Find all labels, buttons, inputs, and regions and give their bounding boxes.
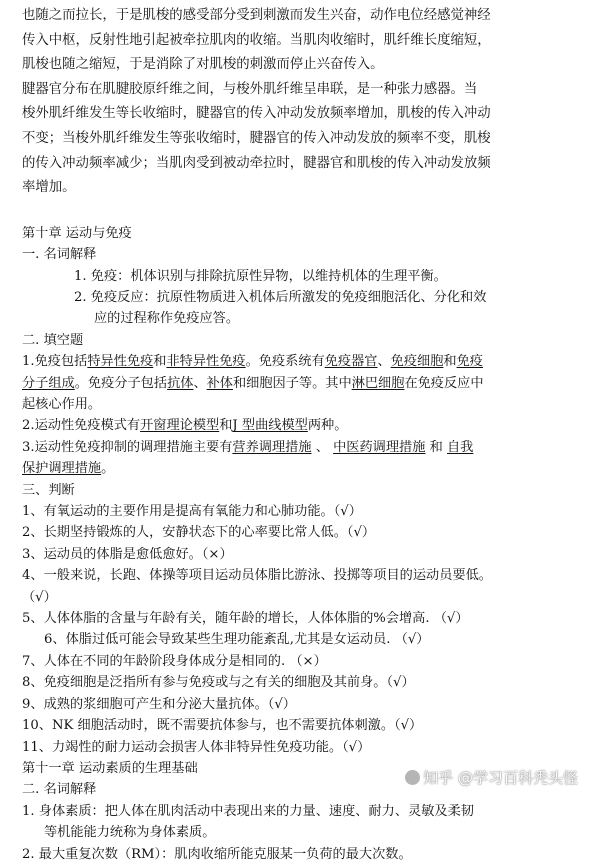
- definition-item-continued: 应的过程称作免疫应答。: [94, 311, 240, 327]
- watermark: 知乎 @学习百科秃头怪: [405, 767, 578, 788]
- judgment-item: 5、人体体脂的含量与年龄有关，随年龄的增长，人体体脂的%会增高. （√）: [22, 611, 469, 627]
- definition-item: 1. 身体素质：把人体在肌肉活动中表现出来的力量、速度、耐力、灵敏及柔韧: [22, 803, 474, 819]
- judgment-item: 2、长期坚持锻炼的人，安静状态下的心率要比常人低。（√）: [22, 525, 376, 541]
- intro-paragraph: [22, 4, 582, 201]
- judgment-item-continued: （√）: [22, 589, 57, 605]
- fill-blank-q1-continued: 分子组成。免疫分子包括抗体、补体和细胞因子等。其中淋巴细胞在免疫反应中: [22, 375, 484, 391]
- judgment-item: 7、人体在不同的年龄阶段身体成分是相同的. （×）: [22, 653, 327, 669]
- fill-blank-q2: 2.运动性免疫模式有开窗理论模型和J 型曲线模型两种。: [22, 418, 348, 434]
- definition-item: 1. 免疫：机体识别与排除抗原性异物，以维持机体的生理平衡。: [74, 268, 447, 284]
- text-line: 腱器官分布在肌腱胶原纤维之间，与梭外肌纤维呈串联，是一种张力感器。当: [22, 81, 478, 97]
- chapter-title: 第十章 运动与免疫: [22, 225, 132, 241]
- section-title: 二. 名词解释: [22, 782, 97, 798]
- text-line: 率增加。: [22, 180, 76, 196]
- fill-blank-q3: 3.运动性免疫抑制的调理措施主要有营养调理措施 、 中医药调理措施 和 自我: [22, 439, 474, 455]
- fill-blank-q3-continued: 保护调理措施。: [22, 461, 115, 477]
- section-title: 一. 名词解释: [22, 247, 97, 263]
- judgment-item: 11、力竭性的耐力运动会损害人体非特异性免疫功能。（√）: [22, 739, 371, 755]
- judgment-item: 9、成熟的浆细胞可产生和分泌大量抗体。（√）: [22, 696, 296, 712]
- chapter-title: 第十一章 运动素质的生理基础: [22, 760, 198, 776]
- fill-blank-q1-end: 起核心作用。: [22, 397, 102, 412]
- definition-item: 2. 免疫反应：抗原性物质进入机体后所激发的免疫细胞活化、分化和效: [74, 289, 487, 305]
- judgment-item: 10、NK 细胞活动时，既不需要抗体参与，也不需要抗体刺激。（√）: [22, 718, 423, 734]
- judgment-item: 6、体脂过低可能会导致某些生理功能紊乱,尤其是女运动员. （√）: [44, 632, 430, 648]
- judgment-item: 3、运动员的体脂是愈低愈好。（×）: [22, 546, 233, 562]
- zhihu-logo-icon: [405, 770, 420, 785]
- text-line: 不变；当梭外肌纤维发生等张收缩时，腱器官的传入冲动发放的频率不变，肌梭: [22, 130, 491, 146]
- definition-item: 2. 最大重复次数（RM）：肌肉收缩所能克服某一负荷的最大次数。: [22, 846, 412, 862]
- fill-blank-q1: 1.免疫包括特异性免疫和非特异性免疫。免疫系统有免疫器官、免疫细胞和免疫: [22, 354, 483, 370]
- text-line: 传入中枢，反射性地引起被牵拉肌肉的收缩。当肌肉收缩时，肌纤维长度缩短，: [22, 32, 491, 48]
- judgment-item: 4、一般来说，长跑、体操等项目运动员体脂比游泳、投掷等项目的运动员要低。: [22, 568, 492, 584]
- document-page: [22, 4, 582, 865]
- judgment-item: 1、有氧运动的主要作用是提高有氧能力和心肺功能。（√）: [22, 504, 362, 520]
- definition-item-continued: 等机能能力统称为身体素质。: [44, 825, 216, 841]
- text-line: 肌梭也随之缩短，于是消除了对肌梭的刺激而停止兴奋传入。: [22, 57, 384, 73]
- judgment-item: 8、免疫细胞是泛指所有参与免疫或与之有关的细胞及其前身。（√）: [22, 675, 415, 691]
- chapter-10: [22, 223, 582, 758]
- section-title: 二. 填空题: [22, 332, 84, 348]
- text-line: 梭外肌纤维发生等长收缩时，腱器官的传入冲动发放频率增加，肌梭的传入冲动: [22, 106, 491, 122]
- text-line: 的传入冲动频率减少；当肌肉受到被动牵拉时，腱器官和肌梭的传入冲动发放频: [22, 155, 491, 171]
- section-title: 三、判断: [22, 482, 75, 498]
- text-line: 也随之而拉长，于是肌梭的感受部分受到刺激而发生兴奋，动作电位经感觉神经: [22, 8, 491, 23]
